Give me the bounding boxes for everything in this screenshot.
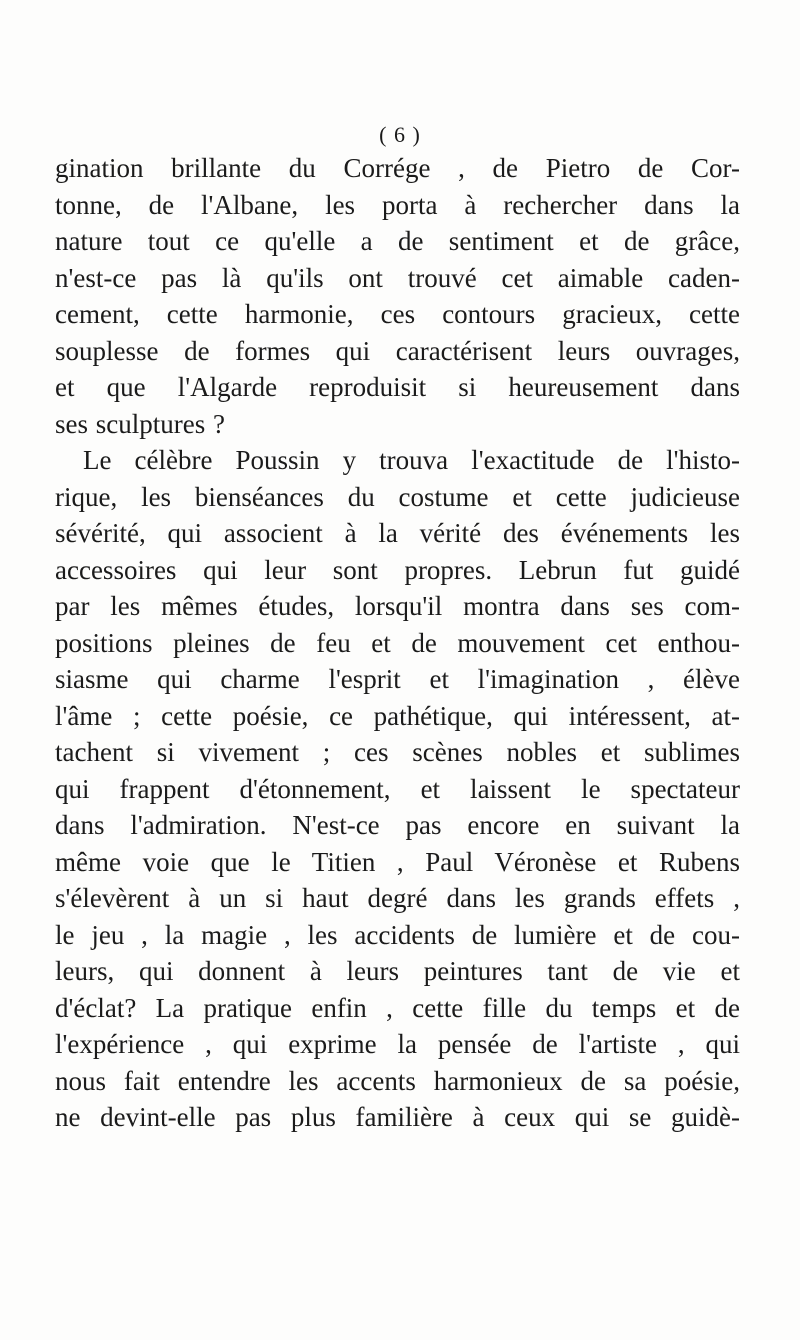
text-line: n'est-ce pas là qu'ils ont trouvé cet aimable caden- xyxy=(55,262,740,293)
text-line: d'éclat? La pratique enfin , cette fille du temps et de xyxy=(55,992,740,1023)
text-line: même voie que le Titien , Paul Véronèse et Rubens xyxy=(55,846,740,877)
text-line: souplesse de formes qui caractérisent leurs ouvrages, xyxy=(55,335,740,366)
text-line: positions pleines de feu et de mouvement cet enthou- xyxy=(55,627,740,658)
text-line: tonne, de l'Albane, les porta à rechercher dans la xyxy=(55,189,740,220)
text-line: nature tout ce qu'elle a de sentiment et de grâce, xyxy=(55,226,740,256)
text-line: nous fait entendre les accents harmonieux de sa poésie, xyxy=(55,1065,740,1096)
text-line: cement, cette harmonie, ces contours gracieux, cette xyxy=(55,299,740,329)
text-line: et que l'Algarde reproduisit si heureusement dans xyxy=(55,372,740,402)
page-number: ( 6 ) xyxy=(379,122,421,147)
body-text xyxy=(55,150,740,1136)
text-line: ne devint-elle pas plus familière à ceux qui se guidè- xyxy=(55,1102,740,1132)
text-line: tachent si vivement ; ces scènes nobles et sublimes xyxy=(55,737,740,767)
text-line: gination brillante du Corrége , de Pietro de Cor- xyxy=(55,153,740,183)
text-line: Le célèbre Poussin y trouva l'exactitude de l'histo- xyxy=(83,445,740,475)
text-line: qui frappent d'étonnement, et laissent le spectateur xyxy=(55,773,740,804)
text-line: par les mêmes études, lorsqu'il montra dans ses com- xyxy=(55,591,740,621)
text-line: siasme qui charme l'esprit et l'imagination , élève xyxy=(55,664,740,694)
text-line: ses sculptures ? xyxy=(55,408,225,439)
text-line: sévérité, qui associent à la vérité des événements les xyxy=(55,518,740,548)
text-line: l'âme ; cette poésie, ce pathétique, qui intéressent, at- xyxy=(55,700,740,731)
text-line: le jeu , la magie , les accidents de lumière et de cou- xyxy=(55,919,740,950)
text-line: accessoires qui leur sont propres. Lebrun fut guidé xyxy=(55,554,740,585)
text-line: s'élevèrent à un si haut degré dans les grands effets , xyxy=(55,883,740,913)
text-line: l'expérience , qui exprime la pensée de l'artiste , qui xyxy=(55,1029,740,1059)
text-line: rique, les bienséances du costume et cette judicieuse xyxy=(55,481,740,512)
text-line: leurs, qui donnent à leurs peintures tant de vie et xyxy=(55,956,740,986)
text-line: dans l'admiration. N'est-ce pas encore en suivant la xyxy=(55,810,740,840)
